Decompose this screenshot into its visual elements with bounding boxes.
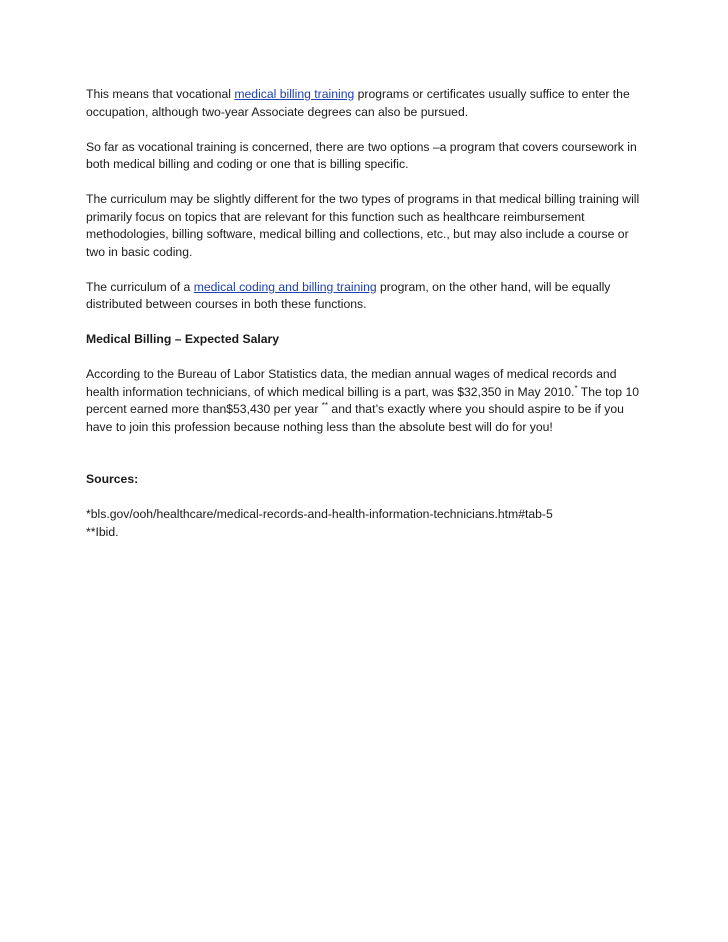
paragraph-text: program, on the other hand, will be equally distributed between courses in both these functions. [86, 279, 611, 311]
heading-sources: Sources: [86, 472, 139, 486]
medical-billing-training-link[interactable]: medical billing training [234, 87, 355, 101]
heading-expected-salary: Medical Billing – Expected Salary [86, 332, 280, 346]
paragraph-text: The top 10 percent earned more than$53,430 per year [86, 384, 640, 416]
paragraph-coding-curriculum [86, 279, 642, 314]
medical-coding-billing-training-link[interactable]: medical coding and billing training [193, 279, 377, 294]
paragraph-curriculum: The curriculum may be slightly different for the two types of programs in that medical billing training will primarily focus on topics that are relevant for this function such as healthcare reimbursement methodologies, billing software, medical billing and collections, etc., but may also include a course or two in basic coding. [86, 192, 640, 259]
paragraph-text: The curriculum of a [86, 279, 194, 294]
source-item: **Ibid. [86, 524, 119, 539]
paragraph-options: So far as vocational training is concerned, there are two options –a program that covers coursework in both medical billing and coding or one that is billing specific. [86, 139, 637, 171]
paragraph-text: This means that vocational [86, 87, 235, 101]
paragraph-text: and that’s exactly where you should aspire to be if you have to join this profession because nothing less than the absolute best will do for you! [86, 402, 624, 434]
paragraph-salary [86, 366, 642, 436]
source-item: *bls.gov/ooh/healthcare/medical-records-and-health-information-technicians.htm#tab-5 [86, 507, 553, 521]
spacer [86, 454, 642, 472]
footnote-marker-2: ** [321, 400, 329, 410]
paragraph-vocational [86, 86, 642, 121]
paragraph-text: programs or certificates usually suffice to enter the occupation, although two-year Associate degrees can also be pursued. [86, 87, 630, 119]
document-page [86, 86, 642, 541]
footnote-marker-1: * [574, 383, 578, 393]
paragraph-text: According to the Bureau of Labor Statistics data, the median annual wages of medical records and health information technicians, of which medical billing is a part, was $32,350 in May 2010. [86, 367, 617, 399]
